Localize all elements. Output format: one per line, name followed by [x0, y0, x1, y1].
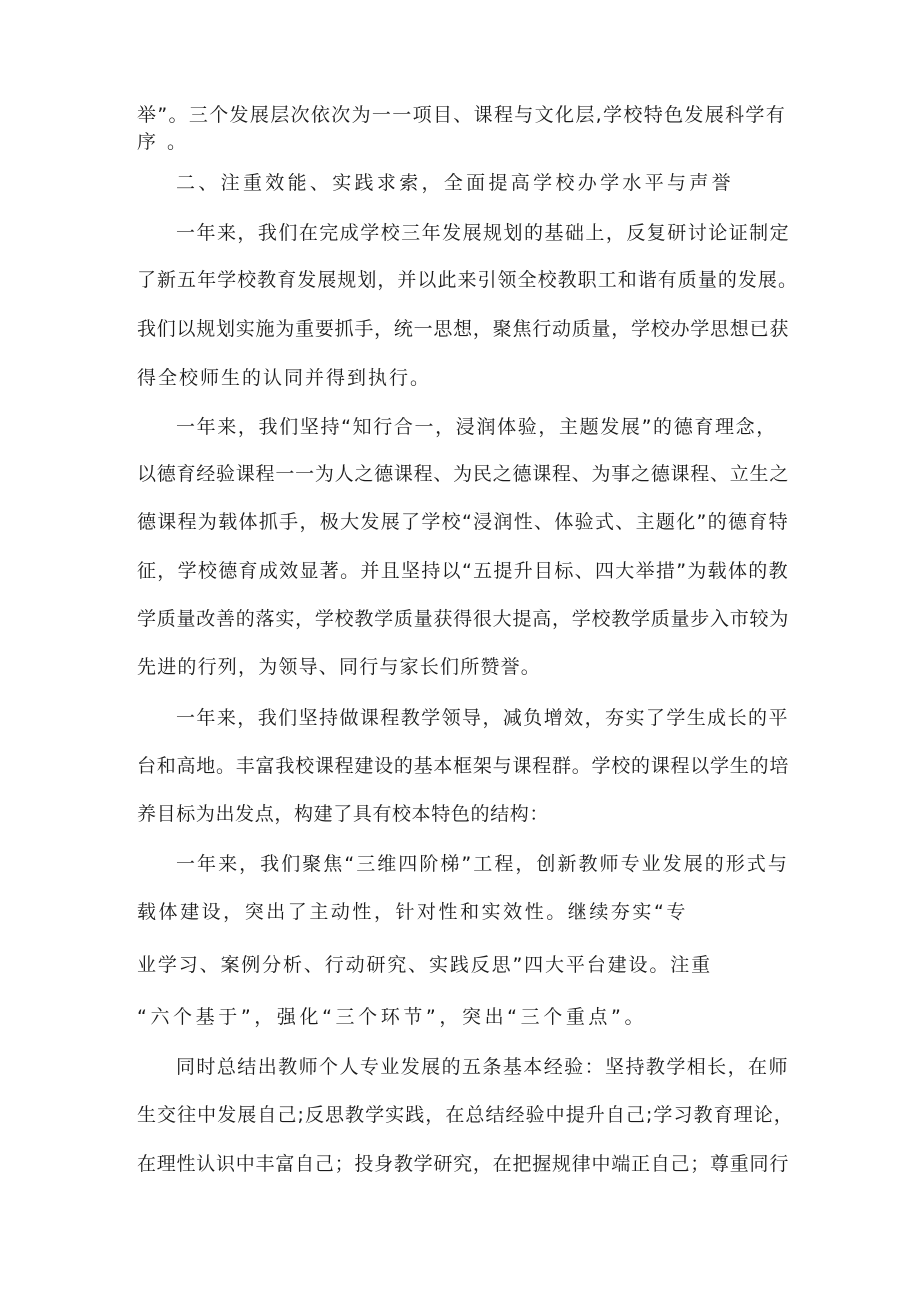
- text-line: 养目标为出发点，构建了具有校本特色的结构：: [137, 803, 550, 825]
- text-line: 业学习、案例分析、行动研究、实践反思”四大平台建设。注重: [137, 954, 712, 976]
- text-line: 同时总结出教师个人专业发展的五条基本经验：坚持教学相长，在师: [176, 1056, 789, 1078]
- text-line: 生交往中发展自己;反思教学实践，在总结经验中提升自己;学习教育理论，: [137, 1104, 794, 1126]
- text-line: 载体建设，突出了主动性，针对性和实效性。继续夯实“专: [137, 901, 688, 923]
- text-line: 学质量改善的落实，学校教学质量获得很大提高，学校教学质量步入市较为: [137, 608, 790, 630]
- text-line: 征，学校德育成效显著。并且坚持以“五提升目标、四大举措”为载体的教: [137, 560, 789, 582]
- text-line: 在理性认识中丰富自己；投身教学研究，在把握规律中端正自己；尊重同行: [137, 1153, 790, 1175]
- text-line: 台和高地。丰富我校课程建设的基本框架与课程群。学校的课程以学生的培: [137, 755, 790, 777]
- text-line: 一年来，我们坚持“知行合一，浸润体验，主题发展”的德育理念，: [176, 416, 777, 438]
- text-line: “六个基于”，强化“三个环节”，突出“三个重点”。: [137, 1006, 648, 1028]
- text-line: 序。: [137, 131, 197, 153]
- text-line: 一年来，我们在完成学校三年发展规划的基础上，反复研讨论证制定: [176, 222, 791, 244]
- text-line: 我们以规划实施为重要抓手，统一思想，聚焦行动质量，学校办学思想已获: [137, 318, 790, 340]
- text-line: 以德育经验课程一一为人之德课程、为民之德课程、为事之德课程、立生之: [137, 463, 790, 485]
- text-line: 得全校师生的认同并得到执行。: [137, 367, 432, 389]
- text-line: 一年来，我们坚持做课程教学领导，减负增效，夯实了学生成长的平: [176, 707, 789, 729]
- text-line: 德课程为载体抓手，极大发展了学校“浸润性、体验式、主题化”的德育特: [137, 511, 789, 533]
- text-line: 了新五年学校教育发展规划，并以此来引领全校教职工和谐有质量的发展。: [137, 269, 798, 291]
- section-heading: 二、注重效能、实践求索，全面提高学校办学水平与声誉: [176, 172, 735, 194]
- text-line: 举”。三个发展层次依次为一一项目、课程与文化层,学校特色发展科学有: [137, 104, 787, 126]
- text-line: 一年来，我们聚焦“三维四阶梯”工程，创新教师专业发展的形式与: [176, 853, 789, 875]
- text-line: 先进的行列，为领导、同行与家长们所赞誉。: [137, 656, 542, 678]
